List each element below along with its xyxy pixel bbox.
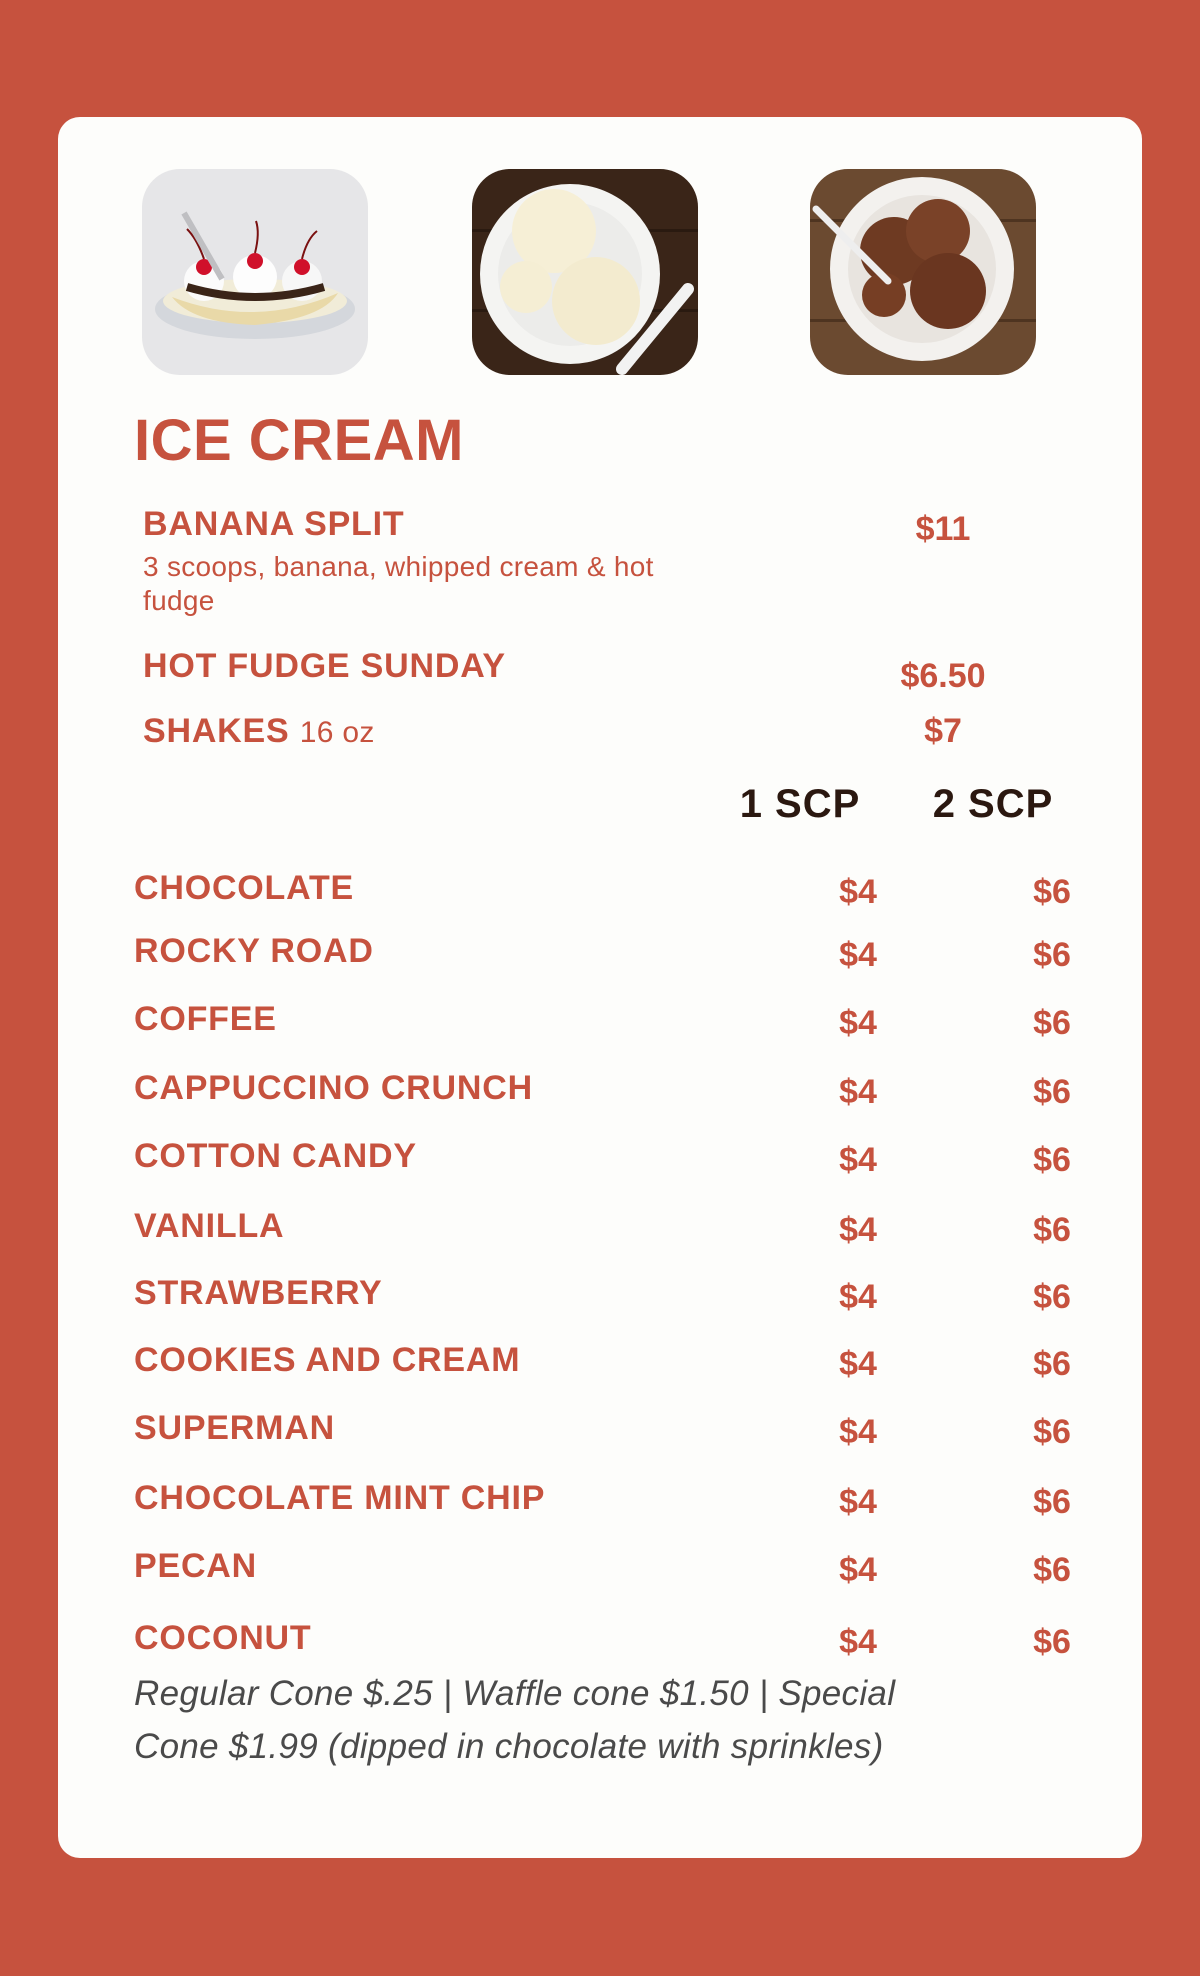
- column-heading-one-scoop: 1 SCP: [739, 782, 861, 826]
- flavor-name: PECAN: [134, 1547, 258, 1585]
- flavor-price-one-scoop: $4: [839, 1345, 877, 1383]
- flavor-row: [134, 1207, 1094, 1251]
- flavor-price-two-scoop: $6: [1033, 1623, 1071, 1661]
- special-name-text: HOT FUDGE SUNDAY: [143, 647, 506, 685]
- flavor-price-one-scoop: $4: [839, 1413, 877, 1451]
- special-name-shakes: [143, 712, 375, 751]
- flavor-row: [134, 1409, 1094, 1453]
- flavor-name: COTTON CANDY: [134, 1137, 417, 1175]
- flavor-row: [134, 1547, 1094, 1591]
- flavor-row: [134, 869, 1094, 913]
- special-price-hot-fudge-sunday: $6.50: [900, 657, 986, 695]
- flavor-price-two-scoop: $6: [1033, 936, 1071, 974]
- flavor-name: ROCKY ROAD: [134, 932, 374, 970]
- flavor-name: COCONUT: [134, 1619, 312, 1657]
- menu-card: [58, 117, 1142, 1858]
- flavor-name: SUPERMAN: [134, 1409, 335, 1447]
- flavor-price-two-scoop: $6: [1033, 1345, 1071, 1383]
- flavor-row: [134, 1274, 1094, 1318]
- flavor-row: [134, 1479, 1094, 1523]
- flavor-price-two-scoop: $6: [1033, 1141, 1071, 1179]
- flavor-row: [134, 1341, 1094, 1385]
- special-price-shakes: $7: [924, 712, 962, 750]
- flavor-name: CHOCOLATE: [134, 869, 354, 907]
- flavor-name: CHOCOLATE MINT CHIP: [134, 1479, 546, 1517]
- flavor-price-one-scoop: $4: [839, 1623, 877, 1661]
- cone-prices-line-1: Regular Cone $.25 | Waffle cone $1.50 | Special: [134, 1674, 896, 1713]
- chocolate-scoops-photo: [810, 169, 1036, 375]
- flavor-name: VANILLA: [134, 1207, 285, 1245]
- flavor-row: [134, 932, 1094, 976]
- menu-title: ICE CREAM: [134, 408, 464, 473]
- flavor-row: [134, 1137, 1094, 1181]
- special-name-banana-split: [143, 505, 404, 544]
- flavor-price-one-scoop: $4: [839, 936, 877, 974]
- flavor-name: STRAWBERRY: [134, 1274, 383, 1312]
- flavor-price-two-scoop: $6: [1033, 1073, 1071, 1111]
- column-heading-two-scoop: 2 SCP: [932, 782, 1054, 826]
- flavor-price-two-scoop: $6: [1033, 1413, 1071, 1451]
- flavor-name: COFFEE: [134, 1000, 277, 1038]
- special-price-banana-split: $11: [915, 510, 971, 548]
- special-name-text: BANANA SPLIT: [143, 505, 405, 543]
- flavor-price-two-scoop: $6: [1033, 1551, 1071, 1589]
- flavor-name: COOKIES AND CREAM: [134, 1341, 521, 1379]
- flavor-price-two-scoop: $6: [1033, 873, 1071, 911]
- cone-prices-line-2: Cone $1.99 (dipped in chocolate with sprinkles): [134, 1727, 884, 1766]
- special-name-text: SHAKES: [143, 712, 290, 750]
- flavor-price-one-scoop: $4: [839, 1551, 877, 1589]
- flavor-row: [134, 1069, 1094, 1113]
- banana-split-photo: [142, 169, 368, 375]
- cone-prices-note: [134, 1667, 1074, 1773]
- flavor-price-one-scoop: $4: [839, 1141, 877, 1179]
- flavor-price-two-scoop: $6: [1033, 1278, 1071, 1316]
- special-size-note: 16 oz: [299, 716, 375, 749]
- special-description: 3 scoops, banana, whipped cream & hot fudge: [143, 551, 654, 616]
- flavor-price-two-scoop: $6: [1033, 1483, 1071, 1521]
- flavor-row: [134, 1000, 1094, 1044]
- flavor-name: CAPPUCCINO CRUNCH: [134, 1069, 533, 1107]
- vanilla-scoops-photo: [472, 169, 698, 375]
- flavor-price-two-scoop: $6: [1033, 1004, 1071, 1042]
- special-name-hot-fudge-sunday: [143, 647, 506, 686]
- flavor-price-one-scoop: $4: [839, 1278, 877, 1316]
- flavor-price-two-scoop: $6: [1033, 1211, 1071, 1249]
- flavor-price-one-scoop: $4: [839, 1004, 877, 1042]
- flavor-row: [134, 1619, 1094, 1663]
- flavor-price-one-scoop: $4: [839, 1211, 877, 1249]
- flavor-price-one-scoop: $4: [839, 873, 877, 911]
- flavor-price-one-scoop: $4: [839, 1483, 877, 1521]
- flavor-price-one-scoop: $4: [839, 1073, 877, 1111]
